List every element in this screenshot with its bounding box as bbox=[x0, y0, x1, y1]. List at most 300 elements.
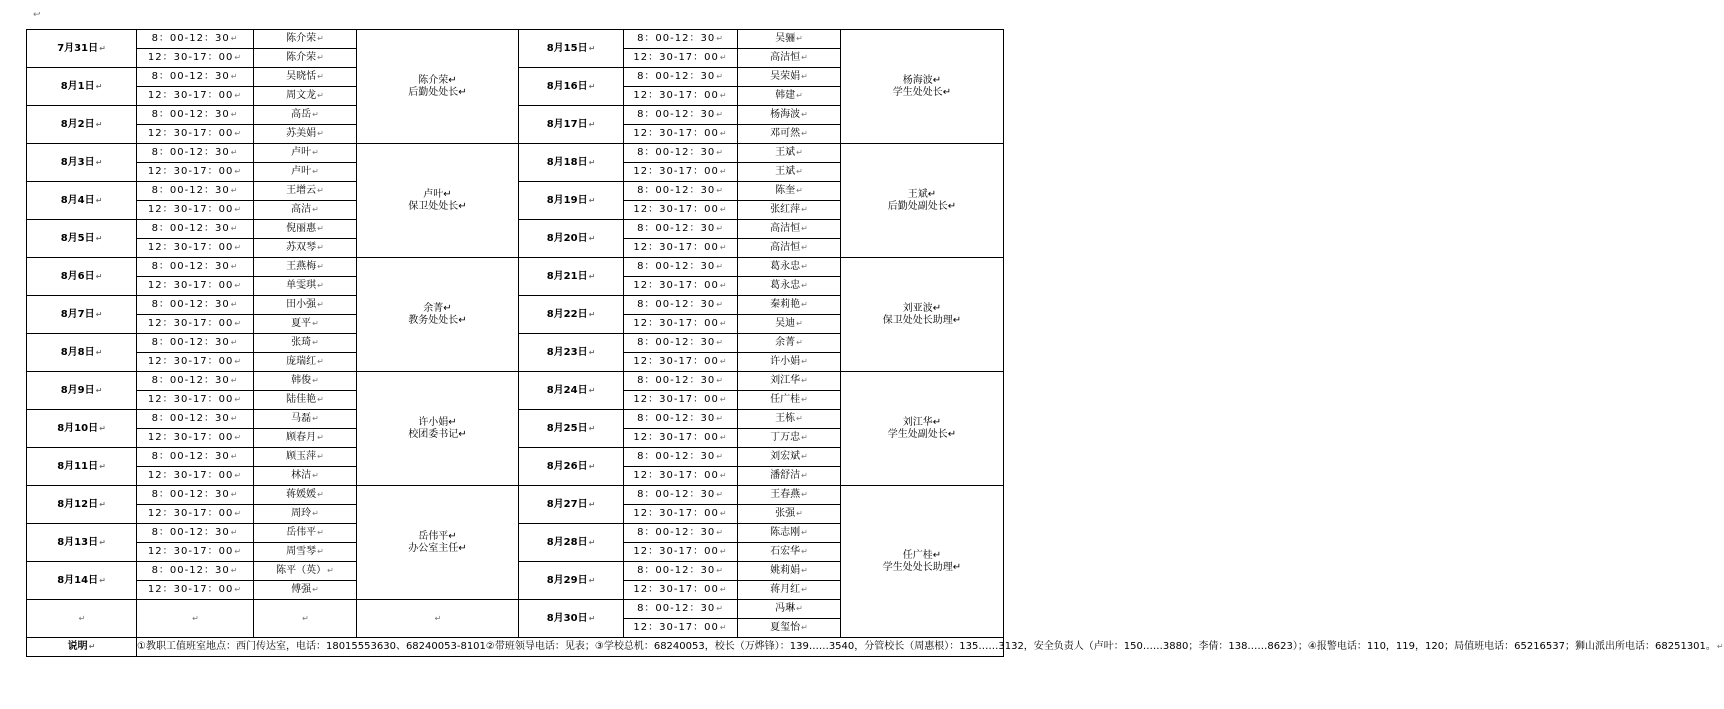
paragraph-mark: ↵ bbox=[317, 528, 324, 537]
right-time bbox=[624, 296, 738, 315]
paragraph-mark: ↵ bbox=[801, 53, 808, 62]
left-staff-text: 庞瑞红 bbox=[286, 356, 317, 367]
right-staff-text: 杨海波 bbox=[770, 109, 801, 120]
paragraph-mark: ↵ bbox=[801, 205, 808, 214]
right-time-text: 12：30-17：00 bbox=[633, 394, 719, 405]
right-staff bbox=[738, 467, 841, 486]
paragraph-mark: ↵ bbox=[719, 623, 728, 632]
right-staff bbox=[738, 410, 841, 429]
right-time-text: 12：30-17：00 bbox=[633, 546, 719, 557]
paragraph-mark: ↵ bbox=[796, 186, 803, 195]
paragraph-mark-top: ↩ bbox=[33, 10, 41, 20]
paragraph-mark: ↵ bbox=[719, 205, 728, 214]
right-staff-text: 陈志刚 bbox=[770, 527, 801, 538]
paragraph-mark: ↵ bbox=[719, 395, 728, 404]
left-time bbox=[137, 68, 254, 87]
right-staff-text: 刘宏斌 bbox=[770, 451, 801, 462]
leader-name: 许小娟↵ bbox=[418, 416, 457, 428]
left-staff-text: 苏美娟 bbox=[286, 128, 317, 139]
left-staff-text: 顾春月 bbox=[286, 432, 317, 443]
left-time-text: 12：30-17：00 bbox=[147, 52, 234, 63]
paragraph-mark: ↵ bbox=[78, 613, 86, 623]
paragraph-mark: ↵ bbox=[801, 110, 808, 119]
right-time bbox=[624, 315, 738, 334]
paragraph-mark: ↵ bbox=[796, 319, 803, 328]
left-time bbox=[137, 581, 254, 600]
paragraph-mark: ↵ bbox=[95, 195, 103, 205]
right-date bbox=[519, 600, 624, 638]
left-staff bbox=[254, 562, 357, 581]
left-date bbox=[27, 68, 137, 106]
paragraph-mark: ↵ bbox=[719, 585, 728, 594]
left-staff-text: 高洁 bbox=[291, 204, 312, 215]
right-staff-text: 张强 bbox=[775, 508, 796, 519]
left-staff bbox=[254, 524, 357, 543]
paragraph-mark: ↵ bbox=[716, 148, 724, 157]
paragraph-mark: ↵ bbox=[317, 433, 324, 442]
left-time-text: 8：00-12：30 bbox=[151, 223, 230, 234]
notes-text-text: ①教职工值班室地点：西门传达室，电话：18015553630、68240053-8101②带班领导电话：见表；③学校总机：68240053，校长（万烨锋）：139……3540，分管校长（周惠根）：135……3132，安全负责人（卢叶：150……3880；李倩：138……8623）；④报警电话：110，119，120；局值班电话：65216537；狮山派出所电话：68251301。 bbox=[137, 641, 1716, 652]
leader-cell bbox=[841, 144, 1004, 258]
right-date bbox=[519, 562, 624, 600]
notes-label bbox=[27, 638, 137, 657]
right-time bbox=[624, 30, 738, 49]
right-staff bbox=[738, 125, 841, 144]
right-date bbox=[519, 448, 624, 486]
left-date-text: 8月11日 bbox=[57, 460, 99, 472]
paragraph-mark: ↵ bbox=[588, 195, 596, 205]
right-time bbox=[624, 353, 738, 372]
paragraph-mark: ↵ bbox=[317, 243, 324, 252]
right-time-text: 8：00-12：30 bbox=[637, 527, 716, 538]
right-time-text: 12：30-17：00 bbox=[633, 318, 719, 329]
paragraph-mark: ↵ bbox=[801, 357, 808, 366]
left-time bbox=[137, 163, 254, 182]
paragraph-mark: ↵ bbox=[230, 528, 239, 537]
right-time bbox=[624, 467, 738, 486]
left-time-empty bbox=[137, 600, 254, 638]
paragraph-mark: ↵ bbox=[327, 566, 334, 575]
right-time bbox=[624, 239, 738, 258]
left-date bbox=[27, 524, 137, 562]
right-time bbox=[624, 429, 738, 448]
right-date bbox=[519, 220, 624, 258]
left-time-text: 8：00-12：30 bbox=[151, 185, 230, 196]
paragraph-mark: ↵ bbox=[588, 233, 596, 243]
paragraph-mark: ↵ bbox=[796, 34, 803, 43]
right-date bbox=[519, 486, 624, 524]
right-time bbox=[624, 334, 738, 353]
leader-title: 保卫处处长助理↵ bbox=[882, 314, 962, 326]
paragraph-mark: ↵ bbox=[796, 338, 803, 347]
right-time bbox=[624, 524, 738, 543]
right-time-text: 8：00-12：30 bbox=[637, 451, 716, 462]
right-staff bbox=[738, 505, 841, 524]
paragraph-mark: ↵ bbox=[801, 262, 808, 271]
paragraph-mark: ↵ bbox=[95, 233, 103, 243]
right-date bbox=[519, 106, 624, 144]
left-date bbox=[27, 258, 137, 296]
right-staff bbox=[738, 49, 841, 68]
right-time-text: 12：30-17：00 bbox=[633, 166, 719, 177]
left-time-text: 8：00-12：30 bbox=[151, 337, 230, 348]
left-time bbox=[137, 543, 254, 562]
right-staff-text: 王斌 bbox=[775, 166, 796, 177]
paragraph-mark: ↵ bbox=[716, 452, 724, 461]
left-time-text: 8：00-12：30 bbox=[151, 147, 230, 158]
right-time-text: 8：00-12：30 bbox=[637, 337, 716, 348]
left-date bbox=[27, 220, 137, 258]
paragraph-mark: ↵ bbox=[317, 34, 324, 43]
schedule-row bbox=[27, 30, 1004, 49]
left-staff-text: 夏平 bbox=[291, 318, 312, 329]
left-date bbox=[27, 182, 137, 220]
left-staff bbox=[254, 68, 357, 87]
right-staff bbox=[738, 619, 841, 638]
right-staff-text: 潘舒洁 bbox=[770, 470, 801, 481]
left-date bbox=[27, 410, 137, 448]
right-date-text: 8月17日 bbox=[546, 118, 588, 130]
left-staff bbox=[254, 258, 357, 277]
paragraph-mark: ↵ bbox=[312, 148, 319, 157]
right-staff bbox=[738, 543, 841, 562]
right-staff-text: 冯琳 bbox=[775, 603, 796, 614]
right-date bbox=[519, 182, 624, 220]
left-staff bbox=[254, 486, 357, 505]
left-time bbox=[137, 258, 254, 277]
right-staff bbox=[738, 30, 841, 49]
paragraph-mark: ↵ bbox=[588, 157, 596, 167]
paragraph-mark: ↵ bbox=[317, 262, 324, 271]
paragraph-mark: ↵ bbox=[317, 129, 324, 138]
right-staff-text: 任广桂 bbox=[770, 394, 801, 405]
left-staff-text: 吴晓恬 bbox=[286, 71, 317, 82]
paragraph-mark: ↵ bbox=[230, 452, 239, 461]
paragraph-mark: ↵ bbox=[234, 471, 243, 480]
paragraph-mark: ↵ bbox=[317, 452, 324, 461]
left-staff-text: 韩俊 bbox=[291, 375, 312, 386]
left-staff-empty bbox=[254, 600, 357, 638]
right-time-text: 8：00-12：30 bbox=[637, 147, 716, 158]
left-time-text: 12：30-17：00 bbox=[147, 584, 234, 595]
leader-cell bbox=[357, 372, 519, 486]
right-time bbox=[624, 106, 738, 125]
left-staff bbox=[254, 372, 357, 391]
left-date-text: 7月31日 bbox=[57, 42, 99, 54]
paragraph-mark: ↵ bbox=[234, 585, 243, 594]
leader-title: 后勤处处长↵ bbox=[408, 86, 467, 98]
paragraph-mark: ↵ bbox=[801, 129, 808, 138]
left-date-text: 8月7日 bbox=[60, 308, 95, 320]
paragraph-mark: ↵ bbox=[317, 300, 324, 309]
paragraph-mark: ↵ bbox=[801, 395, 808, 404]
paragraph-mark: ↵ bbox=[716, 338, 724, 347]
left-staff-text: 蒋媛媛 bbox=[286, 489, 317, 500]
paragraph-mark: ↵ bbox=[796, 148, 803, 157]
paragraph-mark: ↵ bbox=[317, 281, 324, 290]
leader-title: 学生处处长↵ bbox=[892, 86, 952, 98]
right-time bbox=[624, 49, 738, 68]
right-staff-text: 高洁恒 bbox=[770, 52, 801, 63]
left-time bbox=[137, 315, 254, 334]
paragraph-mark: ↵ bbox=[317, 395, 324, 404]
right-time-text: 8：00-12：30 bbox=[637, 185, 716, 196]
right-time bbox=[624, 87, 738, 106]
paragraph-mark: ↵ bbox=[588, 119, 596, 129]
left-date-text: 8月8日 bbox=[60, 346, 95, 358]
left-time-text: 12：30-17：00 bbox=[147, 128, 234, 139]
left-staff bbox=[254, 239, 357, 258]
paragraph-mark: ↵ bbox=[99, 575, 106, 585]
paragraph-mark: ↵ bbox=[192, 613, 199, 623]
left-date-text: 8月13日 bbox=[57, 536, 99, 548]
right-time bbox=[624, 391, 738, 410]
paragraph-mark: ↵ bbox=[719, 433, 728, 442]
right-date-text: 8月23日 bbox=[546, 346, 588, 358]
right-time bbox=[624, 505, 738, 524]
paragraph-mark: ↵ bbox=[95, 385, 103, 395]
paragraph-mark: ↵ bbox=[230, 110, 239, 119]
right-date-text: 8月22日 bbox=[546, 308, 588, 320]
leader-name: 刘亚波↵ bbox=[902, 302, 942, 314]
paragraph-mark: ↵ bbox=[796, 91, 803, 100]
paragraph-mark: ↵ bbox=[588, 537, 596, 547]
left-staff-text: 顾玉萍 bbox=[286, 451, 317, 462]
right-staff bbox=[738, 258, 841, 277]
paragraph-mark: ↵ bbox=[588, 385, 596, 395]
right-time-text: 12：30-17：00 bbox=[633, 52, 719, 63]
paragraph-mark: ↵ bbox=[716, 262, 724, 271]
right-time bbox=[624, 277, 738, 296]
right-time-text: 12：30-17：00 bbox=[633, 242, 719, 253]
paragraph-mark: ↵ bbox=[95, 271, 103, 281]
left-date-text: 8月5日 bbox=[60, 232, 95, 244]
paragraph-mark: ↵ bbox=[230, 262, 239, 271]
left-date-text: 8月6日 bbox=[60, 270, 95, 282]
left-date bbox=[27, 296, 137, 334]
left-staff bbox=[254, 220, 357, 239]
paragraph-mark: ↵ bbox=[588, 81, 596, 91]
paragraph-mark: ↵ bbox=[302, 613, 309, 623]
left-time-text: 8：00-12：30 bbox=[151, 71, 230, 82]
paragraph-mark: ↵ bbox=[716, 414, 724, 423]
paragraph-mark: ↵ bbox=[95, 119, 103, 129]
left-time-text: 8：00-12：30 bbox=[151, 261, 230, 272]
right-time bbox=[624, 220, 738, 239]
paragraph-mark: ↵ bbox=[317, 357, 324, 366]
notes-label-text: 说明 bbox=[67, 641, 88, 652]
paragraph-mark: ↵ bbox=[716, 604, 724, 613]
paragraph-mark: ↵ bbox=[312, 205, 319, 214]
right-time-text: 8：00-12：30 bbox=[637, 33, 716, 44]
paragraph-mark: ↵ bbox=[234, 509, 243, 518]
right-date bbox=[519, 296, 624, 334]
paragraph-mark: ↵ bbox=[234, 547, 243, 556]
left-staff bbox=[254, 334, 357, 353]
paragraph-mark: ↵ bbox=[230, 414, 239, 423]
right-time-text: 8：00-12：30 bbox=[637, 565, 716, 576]
left-time bbox=[137, 106, 254, 125]
paragraph-mark: ↵ bbox=[230, 376, 239, 385]
right-time-text: 8：00-12：30 bbox=[637, 223, 716, 234]
paragraph-mark: ↵ bbox=[230, 490, 239, 499]
paragraph-mark: ↵ bbox=[234, 357, 243, 366]
paragraph-mark: ↵ bbox=[99, 499, 106, 509]
left-time-text: 12：30-17：00 bbox=[147, 280, 234, 291]
paragraph-mark: ↵ bbox=[719, 509, 728, 518]
right-staff-text: 陈奎 bbox=[775, 185, 796, 196]
paragraph-mark: ↵ bbox=[312, 110, 319, 119]
left-staff-text: 马磊 bbox=[291, 413, 312, 424]
right-time-text: 12：30-17：00 bbox=[633, 470, 719, 481]
leader-cell bbox=[841, 486, 1004, 638]
right-staff-text: 丁万忠 bbox=[770, 432, 801, 443]
leader-cell bbox=[357, 144, 519, 258]
right-staff bbox=[738, 87, 841, 106]
left-staff bbox=[254, 391, 357, 410]
right-staff bbox=[738, 68, 841, 87]
right-time-text: 12：30-17：00 bbox=[633, 508, 719, 519]
right-staff bbox=[738, 163, 841, 182]
paragraph-mark: ↵ bbox=[588, 613, 596, 623]
right-staff-text: 余菁 bbox=[775, 337, 796, 348]
left-time-text: 12：30-17：00 bbox=[147, 166, 234, 177]
leader-name: 任广桂↵ bbox=[902, 549, 942, 561]
leader-title: 教务处处长↵ bbox=[408, 314, 467, 326]
paragraph-mark: ↵ bbox=[588, 347, 596, 357]
paragraph-mark: ↵ bbox=[88, 642, 96, 651]
left-time bbox=[137, 30, 254, 49]
left-staff-text: 王增云 bbox=[286, 185, 317, 196]
leader-title: 保卫处处长↵ bbox=[408, 200, 467, 212]
left-staff bbox=[254, 467, 357, 486]
right-staff-text: 高洁恒 bbox=[770, 223, 801, 234]
left-staff bbox=[254, 448, 357, 467]
paragraph-mark: ↵ bbox=[796, 167, 803, 176]
left-staff bbox=[254, 277, 357, 296]
left-staff bbox=[254, 106, 357, 125]
paragraph-mark: ↵ bbox=[719, 547, 728, 556]
left-staff-text: 傅强 bbox=[291, 584, 312, 595]
right-date-text: 8月16日 bbox=[546, 80, 588, 92]
left-time bbox=[137, 87, 254, 106]
paragraph-mark: ↵ bbox=[719, 357, 728, 366]
right-staff bbox=[738, 182, 841, 201]
left-staff-text: 王燕梅 bbox=[286, 261, 317, 272]
left-time bbox=[137, 49, 254, 68]
right-time-text: 12：30-17：00 bbox=[633, 622, 719, 633]
right-staff-text: 吴迪 bbox=[775, 318, 796, 329]
left-staff-text: 张琦 bbox=[291, 337, 312, 348]
paragraph-mark: ↵ bbox=[234, 281, 243, 290]
left-staff bbox=[254, 581, 357, 600]
right-staff bbox=[738, 277, 841, 296]
left-time bbox=[137, 467, 254, 486]
paragraph-mark: ↵ bbox=[99, 537, 106, 547]
leader-cell bbox=[357, 30, 519, 144]
paragraph-mark: ↵ bbox=[317, 224, 324, 233]
paragraph-mark: ↵ bbox=[95, 347, 103, 357]
paragraph-mark: ↵ bbox=[234, 243, 243, 252]
left-staff-text: 卢叶 bbox=[291, 147, 312, 158]
right-time-text: 8：00-12：30 bbox=[637, 375, 716, 386]
right-staff bbox=[738, 220, 841, 239]
paragraph-mark: ↵ bbox=[234, 53, 243, 62]
right-staff-text: 韩建 bbox=[775, 90, 796, 101]
paragraph-mark: ↵ bbox=[716, 224, 724, 233]
left-staff-text: 苏双琴 bbox=[286, 242, 317, 253]
right-time bbox=[624, 125, 738, 144]
paragraph-mark: ↵ bbox=[716, 566, 724, 575]
leader-cell bbox=[841, 372, 1004, 486]
paragraph-mark: ↵ bbox=[716, 376, 724, 385]
paragraph-mark: ↵ bbox=[312, 376, 319, 385]
paragraph-mark: ↵ bbox=[719, 167, 728, 176]
left-time bbox=[137, 296, 254, 315]
right-date-text: 8月27日 bbox=[546, 498, 588, 510]
leader-title: 办公室主任↵ bbox=[408, 542, 467, 554]
paragraph-mark: ↵ bbox=[801, 243, 808, 252]
right-staff bbox=[738, 600, 841, 619]
right-staff-text: 夏玺怡 bbox=[770, 622, 801, 633]
right-date bbox=[519, 524, 624, 562]
paragraph-mark: ↵ bbox=[234, 395, 243, 404]
left-time bbox=[137, 448, 254, 467]
paragraph-mark: ↵ bbox=[234, 167, 243, 176]
paragraph-mark: ↵ bbox=[312, 319, 319, 328]
paragraph-mark: ↵ bbox=[312, 471, 319, 480]
left-staff bbox=[254, 315, 357, 334]
notes-text bbox=[137, 638, 1724, 657]
left-date-text: 8月14日 bbox=[57, 574, 99, 586]
paragraph-mark: ↵ bbox=[230, 34, 239, 43]
left-time-text: 8：00-12：30 bbox=[151, 565, 230, 576]
paragraph-mark: ↵ bbox=[99, 461, 106, 471]
paragraph-mark: ↵ bbox=[234, 205, 243, 214]
right-staff-text: 王栋 bbox=[775, 413, 796, 424]
left-staff-text: 陈平（英） bbox=[276, 565, 327, 576]
right-staff-text: 秦莉艳 bbox=[770, 299, 801, 310]
left-time bbox=[137, 562, 254, 581]
left-date-text: 8月10日 bbox=[57, 422, 99, 434]
paragraph-mark: ↵ bbox=[312, 338, 319, 347]
right-time bbox=[624, 372, 738, 391]
right-date-text: 8月19日 bbox=[546, 194, 588, 206]
right-staff-text: 葛永忠 bbox=[770, 280, 801, 291]
left-time-text: 12：30-17：00 bbox=[147, 432, 234, 443]
paragraph-mark: ↵ bbox=[801, 224, 808, 233]
left-date bbox=[27, 106, 137, 144]
right-date-text: 8月18日 bbox=[546, 156, 588, 168]
left-time bbox=[137, 505, 254, 524]
paragraph-mark: ↵ bbox=[230, 300, 239, 309]
right-time bbox=[624, 201, 738, 220]
right-staff-text: 高洁恒 bbox=[770, 242, 801, 253]
right-staff bbox=[738, 296, 841, 315]
paragraph-mark: ↵ bbox=[99, 423, 106, 433]
leader-name: 余菁↵ bbox=[423, 302, 452, 314]
left-date-text: 8月3日 bbox=[60, 156, 95, 168]
right-staff bbox=[738, 353, 841, 372]
leader-name: 卢叶↵ bbox=[423, 188, 452, 200]
left-date-text: 8月12日 bbox=[57, 498, 99, 510]
right-time-text: 8：00-12：30 bbox=[637, 489, 716, 500]
paragraph-mark: ↵ bbox=[719, 281, 728, 290]
paragraph-mark: ↵ bbox=[801, 623, 808, 632]
right-time-text: 8：00-12：30 bbox=[637, 603, 716, 614]
right-staff bbox=[738, 391, 841, 410]
leader-cell bbox=[841, 30, 1004, 144]
